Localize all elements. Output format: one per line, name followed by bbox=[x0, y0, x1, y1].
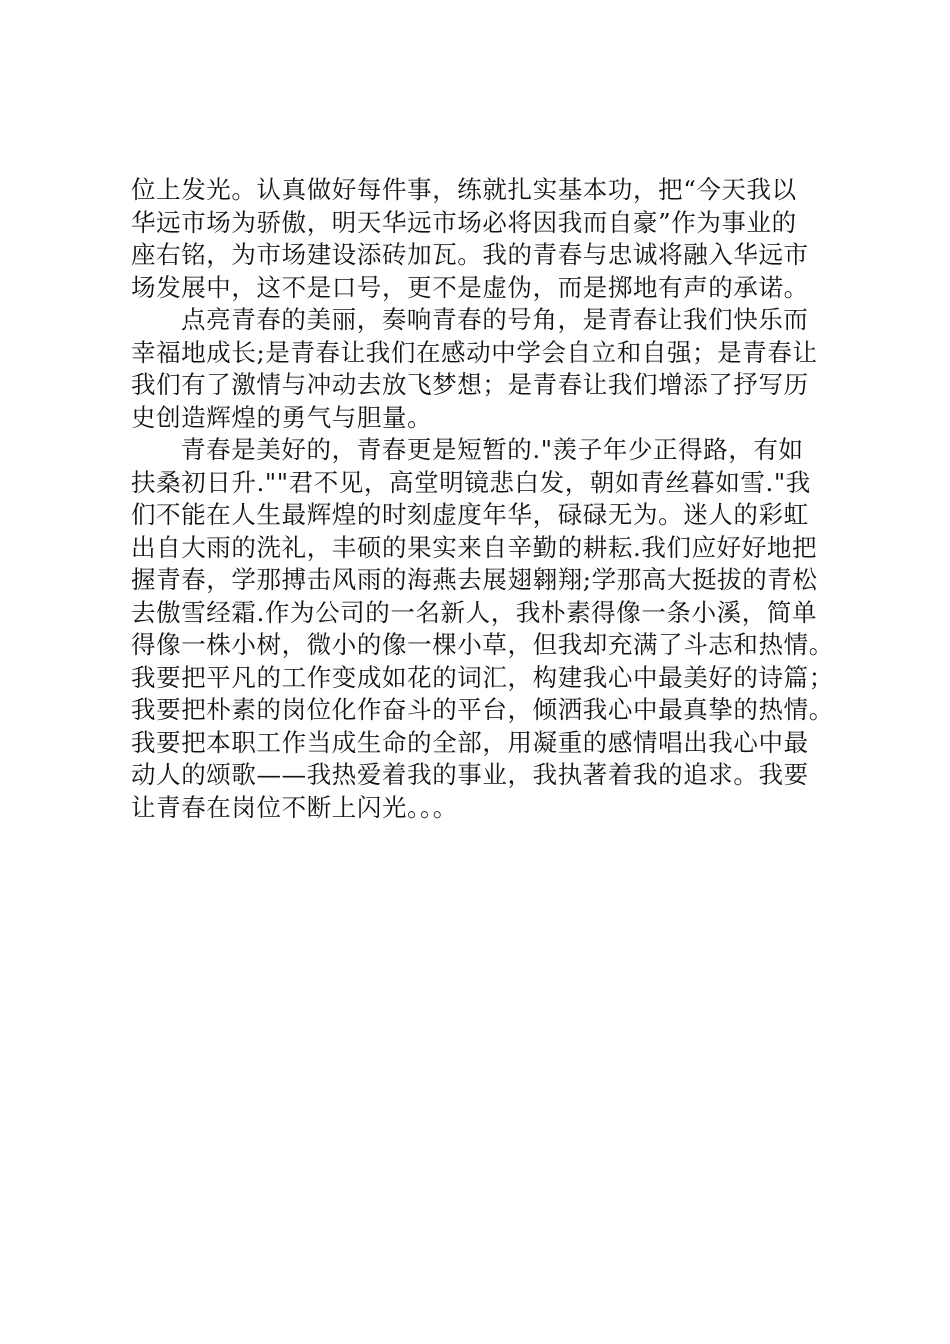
text-line: 得像一株小树，微小的像一棵小草，但我却充满了斗志和热情。 bbox=[131, 630, 834, 659]
text-line: 扶桑初日升.""君不见，高堂明镜悲白发，朝如青丝暮如雪."我 bbox=[131, 467, 811, 497]
text-line: 去傲雪经霜.作为公司的一名新人，我朴素得像一条小溪，简单 bbox=[131, 597, 818, 627]
text-line: 动人的颂歌——我热爱着我的事业，我执著着我的追求。我要 bbox=[131, 760, 809, 789]
text-line: 握青春，学那搏击风雨的海燕去展翅翱翔;学那高大挺拔的青松 bbox=[131, 565, 818, 594]
text-line: 们不能在人生最辉煌的时刻虚度年华，碌碌无为。迷人的彩虹 bbox=[131, 500, 809, 529]
text-line: 点亮青春的美丽，奏响青春的号角，是青春让我们快乐而 bbox=[181, 305, 809, 334]
text-line: 座右铭，为市场建设添砖加瓦。我的青春与忠诚将融入华远市 bbox=[131, 240, 809, 269]
text-line: 出自大雨的洗礼，丰硕的果实来自辛勤的耕耘.我们应好好地把 bbox=[131, 532, 818, 562]
text-line: 场发展中，这不是口号，更不是虚伪，而是掷地有声的承诺。 bbox=[131, 272, 809, 302]
paragraph-1 bbox=[131, 174, 851, 304]
text-line: 位上发光。认真做好每件事，练就扎实基本功，把“今天我以 bbox=[131, 175, 797, 204]
document-body bbox=[131, 174, 851, 824]
paragraph-2 bbox=[131, 304, 851, 434]
text-line: 我们有了激情与冲动去放飞梦想；是青春让我们增添了抒写历 bbox=[131, 370, 809, 399]
text-line: 史创造辉煌的勇气与胆量。 bbox=[131, 402, 433, 432]
text-line: 我要把朴素的岗位化作奋斗的平台，倾洒我心中最真挚的热情。 bbox=[131, 695, 834, 724]
text-line: 华远市场为骄傲，明天华远市场必将因我而自豪”作为事业的 bbox=[131, 207, 797, 237]
text-line: 让青春在岗位不断上闪光。。。 bbox=[131, 792, 458, 822]
paragraph-3 bbox=[131, 434, 851, 824]
text-line: 我要把平凡的工作变成如花的词汇，构建我心中最美好的诗篇； bbox=[131, 662, 834, 692]
text-line: 我要把本职工作当成生命的全部，用凝重的感情唱出我心中最 bbox=[131, 727, 809, 757]
text-line: 幸福地成长;是青春让我们在感动中学会自立和自强；是青春让 bbox=[131, 337, 818, 367]
text-line: 青春是美好的，青春更是短暂的."羡子年少正得路，有如 bbox=[181, 435, 804, 464]
